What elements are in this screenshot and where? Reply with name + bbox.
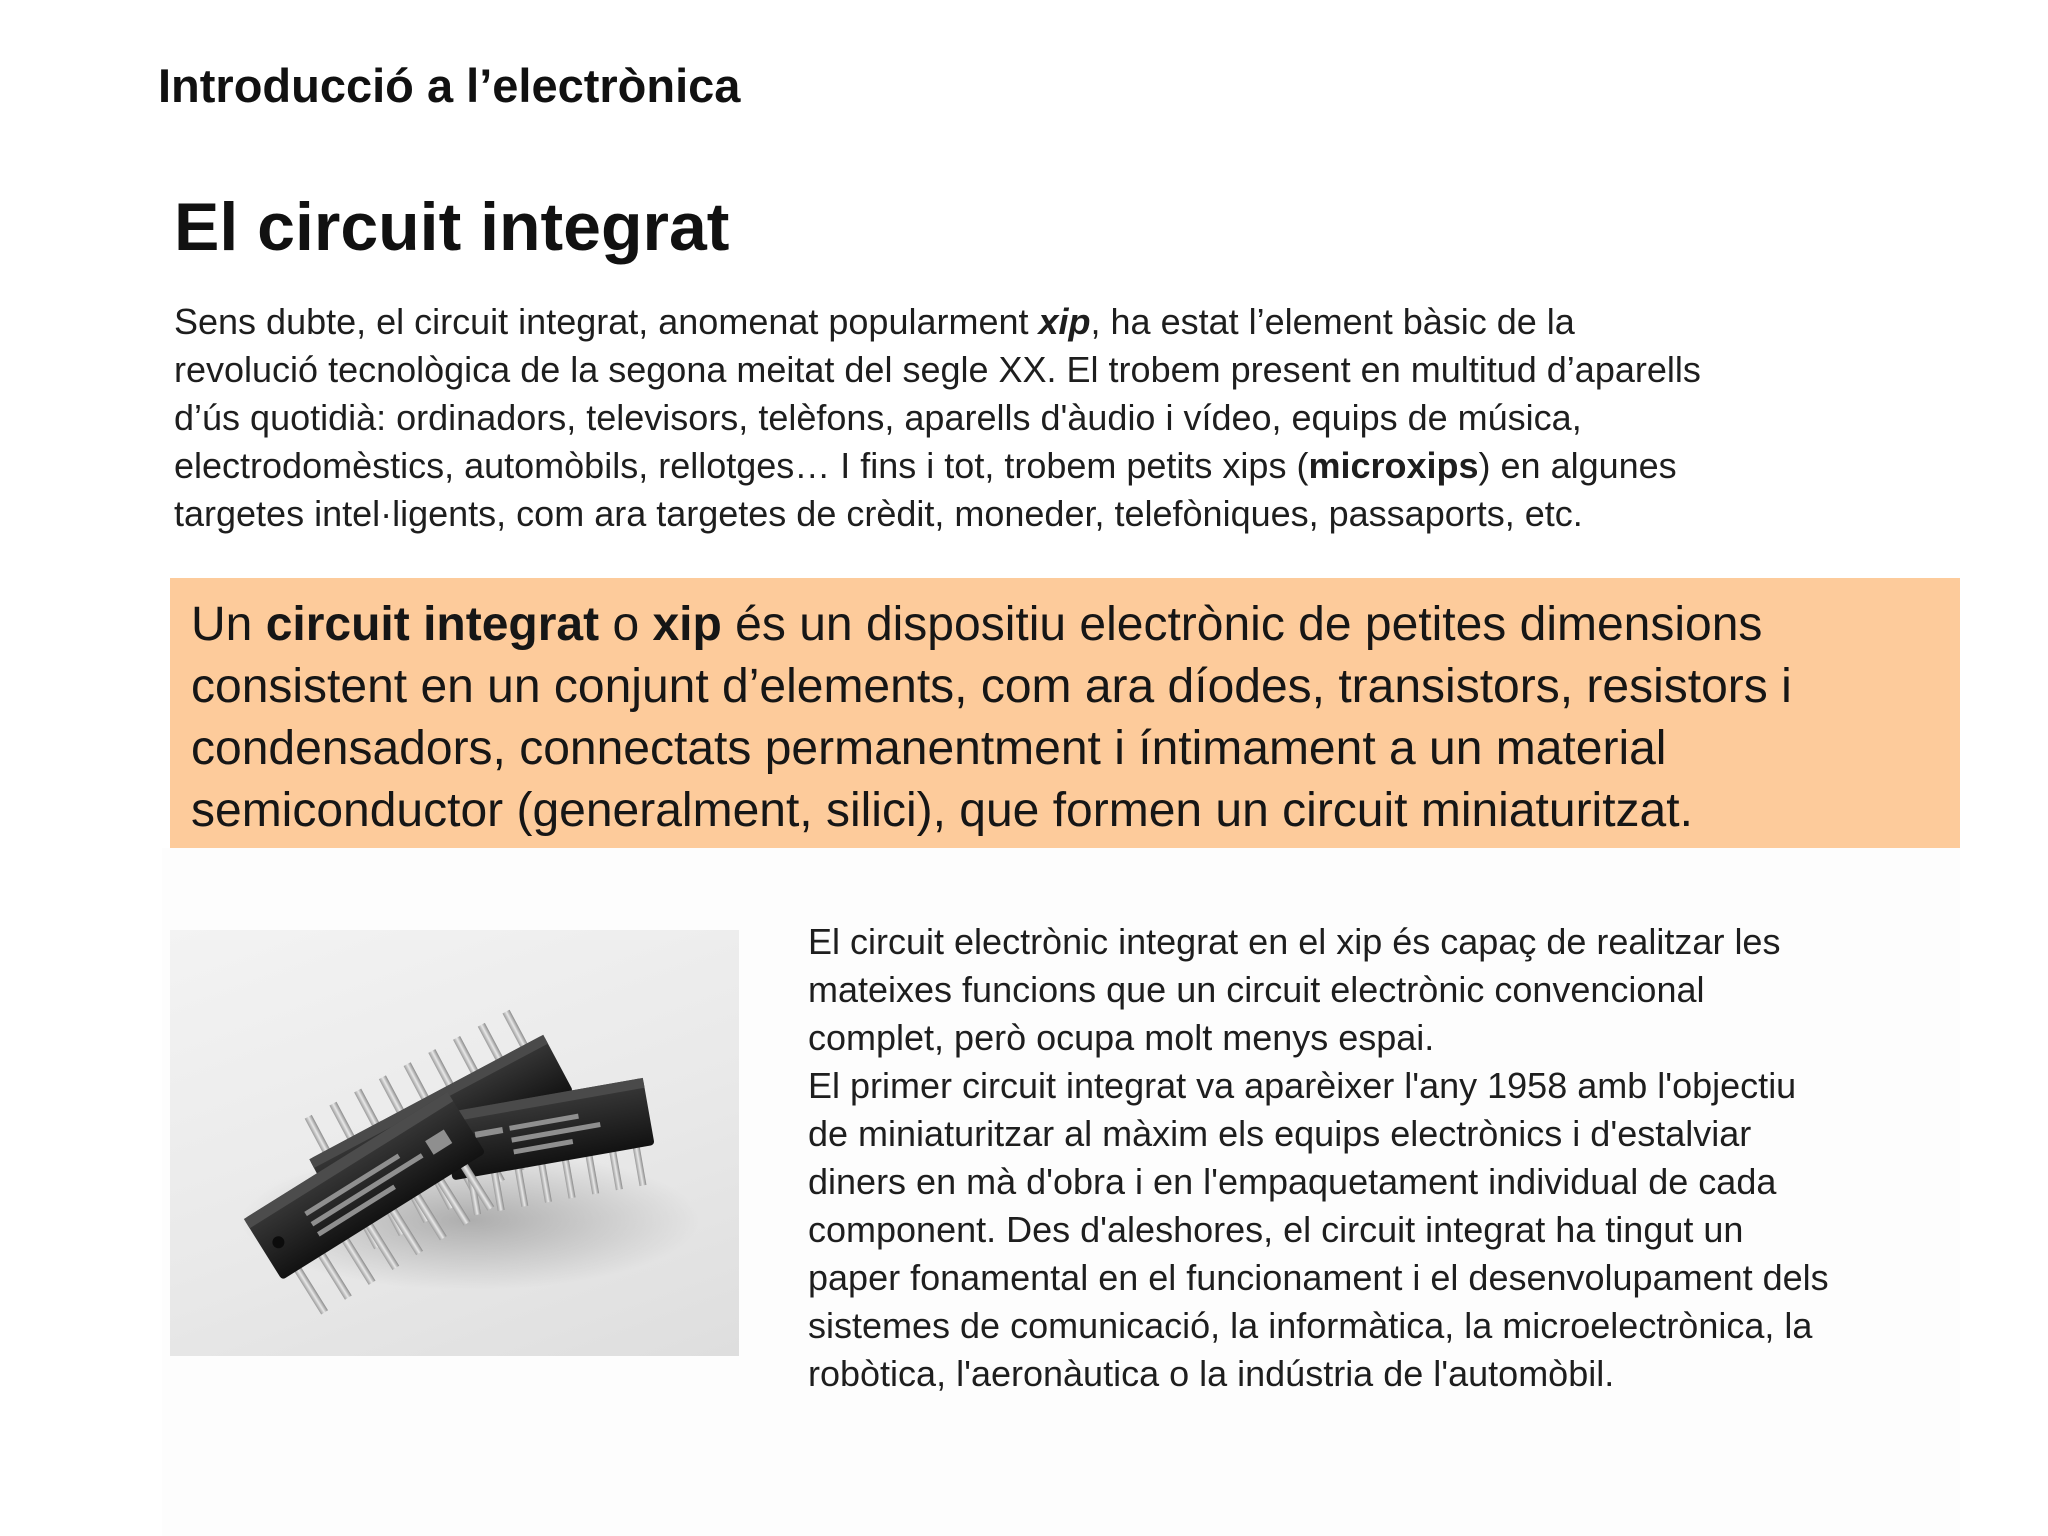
body-line: robòtica, l'aeronàutica o la indústria de l'automòbil. (808, 1353, 1615, 1394)
definition-line (191, 594, 1960, 656)
chips-illustration (170, 930, 739, 1356)
intro-line (174, 442, 1914, 490)
body-line: sistemes de comunicació, la informàtica, la microelectrònica, la (808, 1305, 1813, 1346)
definition-box (170, 578, 1960, 848)
intro-text: , ha estat l’element bàsic de la (1090, 301, 1575, 342)
emphasis-microxips: microxips (1308, 445, 1479, 486)
body-line: El primer circuit integrat va aparèixer l'any 1958 amb l'objectiu (808, 1065, 1797, 1106)
intro-line: targetes intel·ligents, com ara targetes de crèdit, moneder, telefòniques, passaports, etc. (174, 493, 1583, 534)
body-paragraph (808, 918, 1968, 1398)
body-line: complet, però ocupa molt menys espai. (808, 1017, 1435, 1058)
definition-line: consistent en un conjunt d’elements, com ara díodes, transistors, resistors i (191, 660, 1792, 713)
intro-paragraph (174, 298, 1914, 538)
intro-text: Sens dubte, el circuit integrat, anomenat popularment (174, 301, 1039, 342)
definition-text: o (599, 598, 653, 651)
emphasis-xip: xip (652, 598, 722, 651)
definition-text: Un (191, 598, 266, 651)
intro-text: electrodomèstics, automòbils, rellotges… I fins i tot, trobem petits xips ( (174, 445, 1309, 486)
emphasis-xip: xip (1038, 301, 1091, 342)
header-title: Introducció a l’electrònica (158, 59, 741, 112)
body-line: de miniaturitzar al màxim els equips electrònics i d'estalviar (808, 1113, 1752, 1154)
intro-line: d’ús quotidià: ordinadors, televisors, telèfons, aparells d'àudio i vídeo, equips de música, (174, 397, 1582, 438)
definition-text: és un dispositiu electrònic de petites dimensions (721, 598, 1763, 651)
body-line: diners en mà d'obra i en l'empaquetament individual de cada (808, 1161, 1777, 1202)
definition-line: condensadors, connectats permanentment i íntimament a un material (191, 722, 1667, 775)
page-title: El circuit integrat (174, 189, 730, 265)
integrated-circuit-photo (170, 930, 739, 1356)
body-line: paper fonamental en el funcionament i el desenvolupament dels (808, 1257, 1829, 1298)
intro-text: ) en algunes (1478, 445, 1677, 486)
body-line: mateixes funcions que un circuit electrònic convencional (808, 969, 1705, 1010)
body-line: El circuit electrònic integrat en el xip és capaç de realitzar les (808, 921, 1781, 962)
definition-line: semiconductor (generalment, silici), que formen un circuit miniaturitzat. (191, 784, 1693, 837)
emphasis-circuit-integrat: circuit integrat (265, 598, 600, 651)
body-line: component. Des d'aleshores, el circuit integrat ha tingut un (808, 1209, 1744, 1250)
intro-line: revolució tecnològica de la segona meitat del segle XX. El trobem present en multitud d’aparells (174, 349, 1701, 390)
intro-line (174, 298, 1914, 346)
